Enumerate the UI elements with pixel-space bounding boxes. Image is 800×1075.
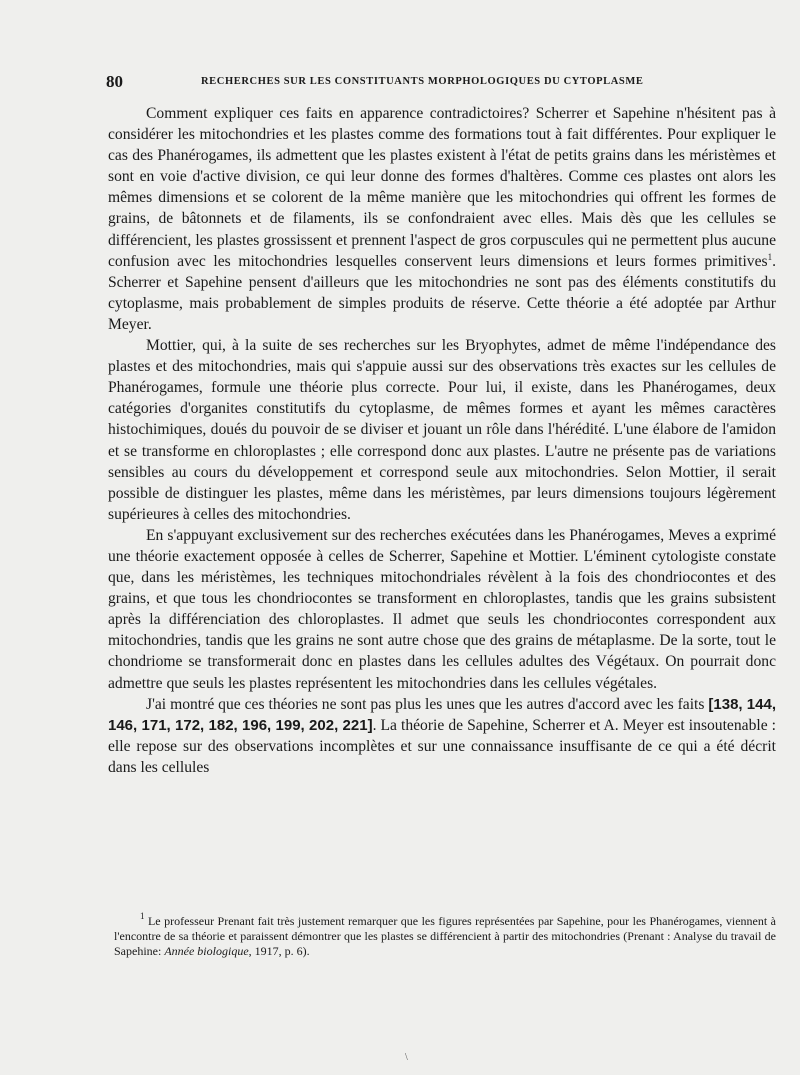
footnote-ref: 1 bbox=[767, 251, 773, 262]
paragraph-2: Mottier, qui, à la suite de ses recherches sur les Bryophytes, admet de même l'indépendance des plastes et des mitochondries, mais qui s'appuie aussi sur des observations très exactes sur les cellules de Phanérogames, formule une théorie plus correcte. Pour lui, il existe, dans les Phanérogames, deux catégories d'organites constitutifs du cytoplasme, de mêmes formes et ayant les mêmes caractères histochimiques, doués du pouvoir de se diviser et jouant un rôle dans l'hérédité. L'une élabore de l'amidon et se transforme en chloroplastes ; elle correspond donc aux plastes. L'autre ne présente pas de variations sensibles au cours du développement et correspond seule aux mitochondries. Selon Mottier, il serait possible de distinguer les plastes, même dans les méristèmes, par leurs dimensions toujours légèrement supérieures à celles des mitochondries. bbox=[108, 337, 776, 523]
footnote-marker: 1 bbox=[140, 911, 145, 921]
journal-title: Année biologique bbox=[164, 944, 249, 959]
bibliography-references: [138, 144, 146, 171, 172, 182, 196, 199, 202, 221] bbox=[108, 695, 776, 734]
footnotes bbox=[114, 911, 776, 960]
page-number: 80 bbox=[106, 72, 123, 91]
running-title: RECHERCHES SUR LES CONSTITUANTS MORPHOLOGIQUES DU CYTOPLASME bbox=[201, 76, 644, 87]
page-header bbox=[106, 72, 776, 96]
paragraph-4: J'ai montré que ces théories ne sont pas plus les unes que les autres d'accord avec les faits [138, 144, 146, 171, 172, 182, 196, 199, 202, 221]. La théorie de Sapehine, Scherrer et A. Meyer est insoutenable : elle repose sur des observations incomplètes et sur une connaissance insuffisante de ce qui a été décrit dans les cellules bbox=[108, 695, 777, 776]
footnote-1: $^1$ Le professeur Prenant fait très justement remarquer que les figures représentées par Sapehine, pour les Phanérogames, viennent à l'encontre de sa théorie et paraissent démontrer que les plastes se différencient à partir des mitochondries (Prenant : Analyse du travail de Sapehine: Année biologique, 1917, p. 6). bbox=[114, 911, 776, 959]
stray-mark: \ bbox=[405, 1052, 408, 1063]
paragraph-1: Comment expliquer ces faits en apparence contradictoires? Scherrer et Sapehine n'hésitent pas à considérer les mitochondries et les plastes comme des formations tout à fait différentes. Pour expliquer le cas des Phanérogames, ils admettent que les plastes existent à l'état de petits grains dans les méristèmes et sont en voie d'active division, ce qui leur donne des formes d'haltères. Comme ces plastes ont alors les mêmes dimensions et se colorent de la même manière que les mitochondries qui offrent les formes de grains, de bâtonnets et de filaments, ils se confondraient avec elles. Mais dès que les cellules se différencient, les plastes grossissent et prennent l'aspect de gros corpuscules qui ne permettent plus aucune confusion avec les mitochondries lesquelles conservent leurs dimensions et leurs formes primitives$^1$. Scherrer et Sapehine pensent d'ailleurs que les mitochondries ne sont pas des éléments constitutifs du cytoplasme, mais probablement de simples produits de réserve. Cette théorie a été adoptée par Arthur Meyer. bbox=[108, 105, 776, 333]
paragraph-3: En s'appuyant exclusivement sur des recherches exécutées dans les Phanérogames, Meves a exprimé une théorie exactement opposée à celles de Scherrer, Sapehine et Mottier. L'éminent cytologiste constate que, dans les méristèmes, les techniques mitochondriales révèlent à la fois des chondriocontes et des grains, et que tous les chondriocontes se transforment en chloroplastes, tandis que les grains subsistent après la différenciation des chloroplastes. Il admet que seuls les chondriocontes correspondent aux mitochondries, tandis que les grains ne sont autre chose que des grains de métaplasme. De la sorte, tout le chondriome se transformerait donc en plastes dans les cellules adultes des Végétaux. On pourrait donc admettre que seuls les plastes représentent les mitochondries dans les cellules végétales. bbox=[108, 526, 776, 692]
body-text bbox=[108, 103, 776, 778]
